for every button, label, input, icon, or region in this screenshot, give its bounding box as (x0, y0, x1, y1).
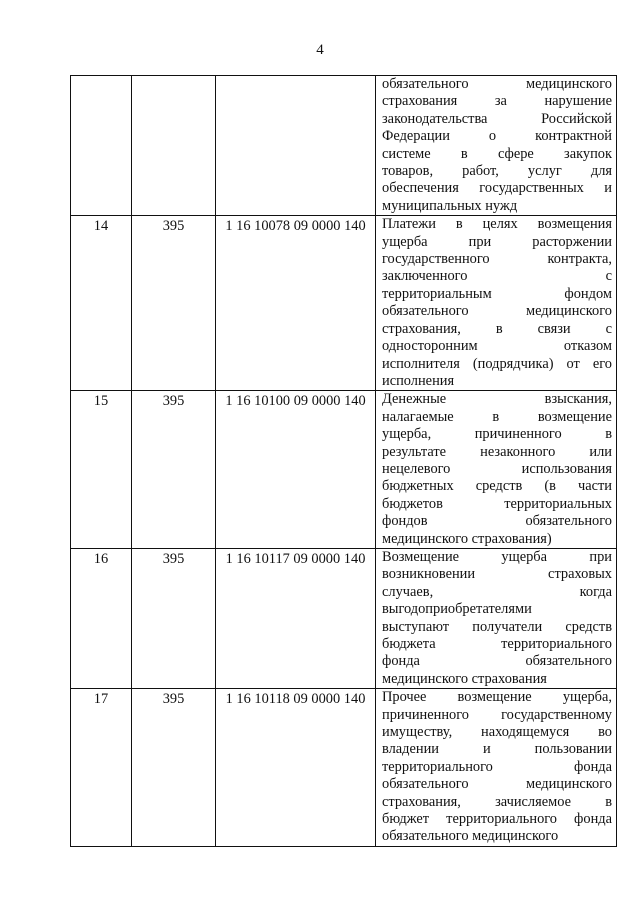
revenue-code-cell-value: 1 16 10118 09 0000 140 (225, 691, 366, 708)
description-line: обязательного медицинского (382, 303, 612, 320)
description-line: Возмещение ущерба при (382, 548, 612, 565)
description-line: бюджет территориального фонда (382, 811, 612, 828)
description-line: медицинского страхования (382, 670, 547, 687)
page-number: 4 (316, 42, 324, 58)
description-line: государственного контракта, (382, 251, 612, 268)
description-line: обеспечения государственных и (382, 180, 612, 197)
description-line: имуществу, находящемуся во (382, 724, 612, 741)
row-number-cell (71, 689, 132, 847)
row-number-cell (71, 548, 132, 688)
description-line: обязательного медицинского (382, 776, 612, 793)
description-line: выгодоприобретателями (382, 601, 532, 618)
description-line: заключенного с (382, 268, 612, 285)
row-number-cell (71, 216, 132, 391)
description-line: бюджетных средств (в части (382, 478, 612, 495)
admin-code-cell (132, 216, 216, 391)
admin-code-cell-value: 395 (162, 550, 185, 567)
description-line: исполнения (382, 372, 455, 389)
description-line: обязательного медицинского (382, 76, 612, 92)
description-line: выступают получатели средств (382, 618, 612, 635)
description-line: фондов обязательного (382, 513, 612, 530)
revenue-code-cell (216, 216, 376, 391)
table-row (71, 689, 617, 847)
revenue-code-cell (216, 548, 376, 688)
row-number-cell-value: 15 (93, 393, 109, 410)
row-number-cell-value (71, 76, 131, 78)
budget-revenue-table (70, 75, 617, 847)
description-line: случаев, когда (382, 583, 612, 600)
row-number-cell (71, 76, 132, 216)
row-number-cell-value: 17 (93, 691, 109, 708)
description-line: причиненного государственному (382, 706, 612, 723)
description-line: обязательного медицинского (382, 828, 559, 845)
description-line: Прочее возмещение ущерба, (382, 689, 612, 706)
revenue-code-cell (216, 76, 376, 216)
description-line: законодательства Российской (382, 110, 612, 127)
table-row (71, 391, 617, 549)
revenue-code-cell-value: 1 16 10100 09 0000 140 (225, 393, 366, 410)
description-line: бюджетов территориальных (382, 495, 612, 512)
table-row (71, 216, 617, 391)
description-line: бюджета территориального (382, 636, 612, 652)
description-line: возникновении страховых (382, 566, 612, 583)
description-cell (376, 216, 617, 391)
row-number-cell-value: 14 (93, 218, 109, 235)
admin-code-cell (132, 548, 216, 688)
description-line: односторонним отказом (382, 338, 612, 355)
description-line: ущерба, причиненного в (382, 426, 612, 443)
revenue-code-cell-value (216, 76, 375, 78)
description-line: страхования, в связи с (382, 320, 612, 337)
description-line: территориального фонда (382, 758, 612, 775)
row-number-cell-value: 16 (93, 550, 109, 567)
description-cell (376, 76, 617, 216)
description-line: страхования за нарушение (382, 93, 612, 110)
row-number-cell (71, 391, 132, 549)
admin-code-cell (132, 689, 216, 847)
description-line: страхования, зачисляемое в (382, 793, 612, 810)
description-line: Платежи в целях возмещения (382, 216, 612, 233)
description-line: нецелевого использования (382, 460, 612, 477)
description-line: муниципальных нужд (382, 197, 518, 214)
description-line: медицинского страхования) (382, 530, 552, 547)
description-line: Федерации о контрактной (382, 128, 612, 145)
description-line: результате незаконного или (382, 443, 612, 460)
admin-code-cell-value: 395 (162, 691, 185, 708)
revenue-code-cell-value: 1 16 10078 09 0000 140 (225, 218, 366, 235)
description-line: территориальным фондом (382, 285, 612, 302)
description-line: фонда обязательного (382, 653, 612, 670)
table-row (71, 548, 617, 688)
table-row (71, 76, 617, 216)
description-cell (376, 689, 617, 847)
description-cell (376, 391, 617, 549)
description-cell (376, 548, 617, 688)
admin-code-cell-value: 395 (162, 393, 185, 410)
admin-code-cell-value (132, 76, 215, 78)
description-line: товаров, работ, услуг для (382, 163, 612, 180)
admin-code-cell-value: 395 (162, 218, 185, 235)
admin-code-cell (132, 391, 216, 549)
description-line: ущерба при расторжении (382, 233, 612, 250)
revenue-code-cell (216, 689, 376, 847)
description-line: налагаемые в возмещение (382, 408, 612, 425)
description-line: исполнителя (подрядчика) от его (382, 355, 612, 372)
description-line: системе в сфере закупок (382, 145, 612, 162)
description-line: Денежные взыскания, (382, 391, 612, 408)
revenue-code-cell (216, 391, 376, 549)
admin-code-cell (132, 76, 216, 216)
description-line: владении и пользовании (382, 741, 612, 758)
revenue-code-cell-value: 1 16 10117 09 0000 140 (225, 550, 366, 567)
